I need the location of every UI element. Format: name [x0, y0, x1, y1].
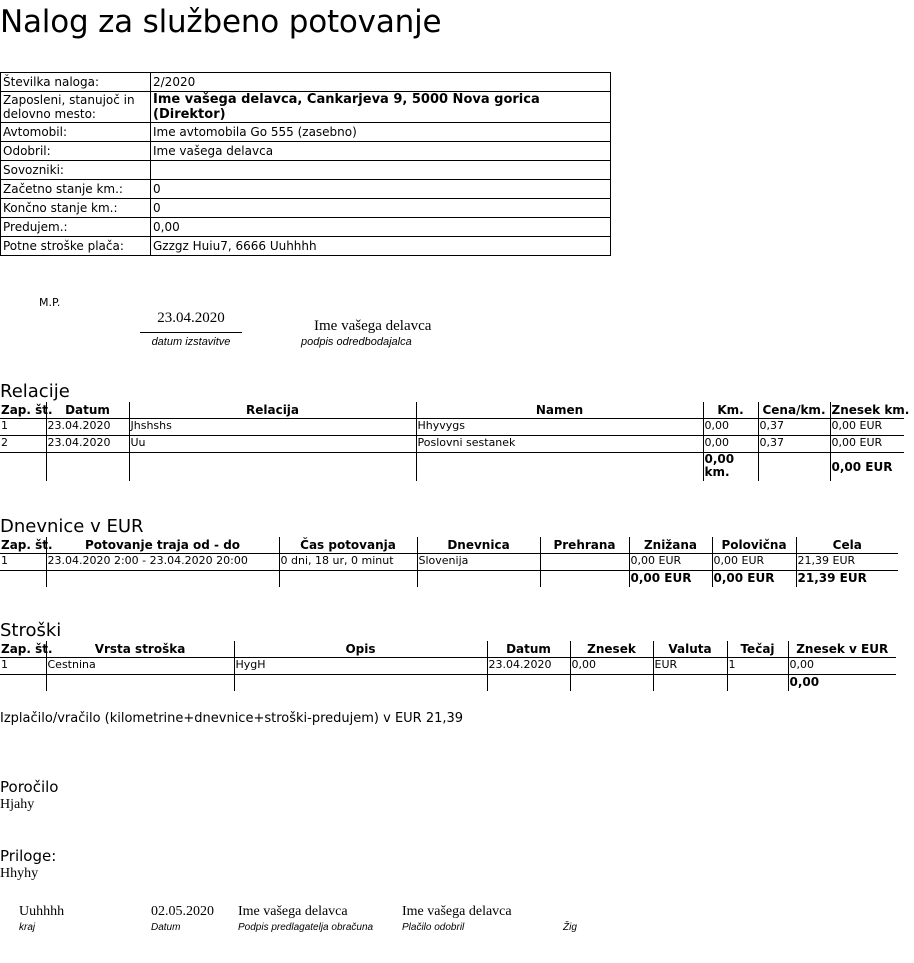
empty-cell [46, 675, 234, 692]
col-header: Zap. št. [1, 642, 53, 656]
empty-cell [279, 571, 417, 588]
empty-cell [727, 675, 788, 692]
table-cell: 23.04.2020 [46, 436, 129, 453]
info-value: Ime avtomobila Go 555 (zasebno) [151, 123, 611, 142]
table-header-row [0, 402, 904, 419]
issue-date-label: datum izstavitve [151, 336, 231, 348]
col-header: Čas potovanja [279, 537, 417, 554]
footer-approver: Ime vašega delavca [402, 904, 512, 919]
table-cell: 2 [0, 436, 46, 453]
footer-approver-label: Plačilo odobril [402, 922, 465, 933]
total-reduced: 0,00 EUR [629, 571, 712, 588]
stroski-table [0, 641, 896, 691]
col-header: Opis [234, 641, 487, 658]
info-row-car [1, 123, 611, 142]
footer-proposer: Ime vašega delavca [238, 904, 348, 919]
footer-place: Uuhhhh [19, 904, 65, 919]
col-header: Znesek km. [831, 403, 910, 417]
info-value: Ime vašega delavca, Cankarjeva 9, 5000 Nova gorica (Direktor) [151, 92, 611, 123]
col-header: Cena/km. [758, 402, 830, 419]
table-cell: 0,00 [570, 658, 653, 675]
info-value: Ime vašega delavca [151, 142, 611, 161]
table-cell: 0,00 EUR [629, 554, 712, 571]
col-header: Zap. št. [1, 403, 53, 417]
table-cell: 0,37 [758, 436, 830, 453]
payout-summary: Izplačilo/vračilo (kilometrine+dnevnice+stroški-predujem) v EUR 21,39 [0, 711, 464, 726]
table-cell: Jhshshs [129, 419, 416, 436]
dnevnice-table [0, 537, 898, 587]
table-cell: Cestnina [46, 658, 234, 675]
signer-label: podpis odredbodajalca [301, 336, 412, 348]
empty-cell [758, 453, 830, 482]
table-cell: 0,00 EUR [712, 554, 796, 571]
total-km: 0,00 km. [703, 453, 758, 482]
info-row-employee [1, 92, 611, 123]
col-header: Tečaj [727, 641, 788, 658]
footer-date: 02.05.2020 [151, 904, 214, 919]
empty-cell [0, 571, 46, 588]
info-label: Avtomobil: [1, 123, 151, 142]
empty-cell [653, 675, 727, 692]
table-cell: 23.04.2020 [46, 419, 129, 436]
table-cell: 0,00 [788, 658, 896, 675]
info-row-approved [1, 142, 611, 161]
col-header: Znižana [629, 537, 712, 554]
order-info-table [0, 72, 611, 256]
empty-cell [129, 453, 416, 482]
table-row [0, 658, 896, 675]
col-header: Dnevnica [417, 537, 540, 554]
info-label: Številka naloga: [1, 73, 151, 92]
info-row-km-end [1, 199, 611, 218]
col-header: Znesek [570, 641, 653, 658]
total-half: 0,00 EUR [712, 571, 796, 588]
info-row-number [1, 73, 611, 92]
table-cell: Poslovni sestanek [416, 436, 703, 453]
footer-place-label: kraj [19, 922, 36, 933]
table-cell: 1 [727, 658, 788, 675]
info-row-payer [1, 237, 611, 256]
report-heading: Poročilo [0, 778, 59, 796]
empty-cell [540, 571, 629, 588]
total-full: 21,39 EUR [796, 571, 898, 588]
col-header: Polovična [712, 537, 796, 554]
info-value: 0,00 [151, 218, 611, 237]
info-value: 0 [151, 180, 611, 199]
table-cell: 1 [0, 554, 46, 571]
table-cell: Hhyvygs [416, 419, 703, 436]
empty-cell [0, 453, 46, 482]
info-label: Potne stroške plača: [1, 237, 151, 256]
col-header: Vrsta stroška [46, 641, 234, 658]
table-cell: 1 [0, 419, 46, 436]
table-cell [540, 554, 629, 571]
report-text: Hjahy [0, 797, 35, 812]
attachments-text: Hhyhy [0, 866, 39, 881]
empty-cell [417, 571, 540, 588]
table-cell: Slovenija [417, 554, 540, 571]
table-total-row [0, 453, 904, 482]
info-value: 0 [151, 199, 611, 218]
empty-cell [487, 675, 570, 692]
col-header: Zap. št. [1, 538, 53, 552]
col-header: Datum [46, 402, 129, 419]
info-label: Odobril: [1, 142, 151, 161]
empty-cell [234, 675, 487, 692]
empty-cell [570, 675, 653, 692]
table-total-row [0, 571, 898, 588]
info-label: Začetno stanje km.: [1, 180, 151, 199]
info-value: Gzzgz Huiu7, 6666 Uuhhhh [151, 237, 611, 256]
relacije-heading: Relacije [0, 381, 70, 402]
col-header: Cela [796, 537, 898, 554]
total-km-amount: 0,00 EUR [830, 453, 904, 482]
info-row-advance [1, 218, 611, 237]
footer-proposer-label: Podpis predlagatelja obračuna [238, 922, 374, 933]
table-cell: 1 [0, 658, 46, 675]
col-header: Relacija [129, 402, 416, 419]
total-costs: 0,00 [788, 675, 896, 692]
info-value: 2/2020 [151, 73, 611, 92]
table-cell: 0,00 EUR [830, 436, 904, 453]
table-cell: 23.04.2020 [487, 658, 570, 675]
relacije-table [0, 402, 910, 481]
empty-cell [416, 453, 703, 482]
table-total-row [0, 675, 896, 692]
empty-cell [0, 675, 46, 692]
issue-date: 23.04.2020 [140, 310, 242, 333]
stamp-label: M.P. [39, 296, 61, 309]
col-header: Prehrana [540, 537, 629, 554]
table-cell: 0,00 [703, 436, 758, 453]
col-header: Valuta [653, 641, 727, 658]
table-cell: 0,00 EUR [830, 419, 904, 436]
info-row-passengers [1, 161, 611, 180]
table-cell: 0 dni, 18 ur, 0 minut [279, 554, 417, 571]
table-cell: 21,39 EUR [796, 554, 898, 571]
page-title: Nalog za službeno potovanje [0, 4, 442, 40]
footer-seal-label: Žig [563, 922, 577, 933]
info-row-km-start [1, 180, 611, 199]
info-label: Sovozniki: [1, 161, 151, 180]
footer-date-label: Datum [151, 922, 181, 933]
empty-cell [46, 571, 279, 588]
table-cell: 0,00 [703, 419, 758, 436]
table-cell: Uu [129, 436, 416, 453]
info-value [151, 161, 611, 180]
col-header: Km. [703, 402, 758, 419]
col-header: Potovanje traja od - do [46, 537, 279, 554]
table-cell: HygH [234, 658, 487, 675]
signer-name: Ime vašega delavca [314, 318, 432, 334]
table-cell: 0,37 [758, 419, 830, 436]
col-header: Znesek v EUR [788, 641, 896, 658]
table-header-row [0, 537, 898, 554]
table-row [0, 436, 904, 453]
table-cell: EUR [653, 658, 727, 675]
info-label: Zaposleni, stanujoč in delovno mesto: [1, 92, 151, 123]
empty-cell [46, 453, 129, 482]
info-label: Končno stanje km.: [1, 199, 151, 218]
col-header: Namen [416, 402, 703, 419]
attachments-heading: Priloge: [0, 847, 57, 865]
table-header-row [0, 641, 896, 658]
dnevnice-heading: Dnevnice v EUR [0, 516, 144, 537]
stroski-heading: Stroški [0, 620, 62, 641]
table-row [0, 554, 898, 571]
table-row [0, 419, 904, 436]
table-cell: 23.04.2020 2:00 - 23.04.2020 20:00 [46, 554, 279, 571]
col-header: Datum [487, 641, 570, 658]
info-label: Predujem.: [1, 218, 151, 237]
